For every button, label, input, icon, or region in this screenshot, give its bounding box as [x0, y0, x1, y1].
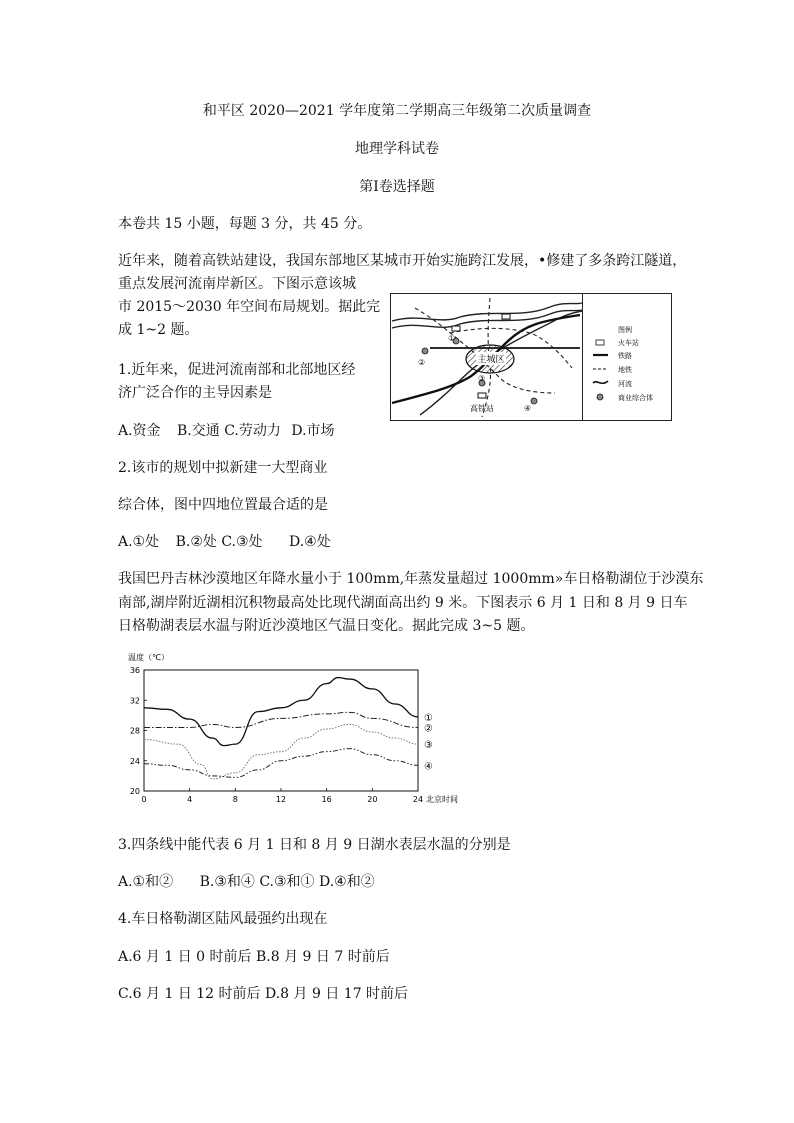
chart-xlabel: 北京时间 — [426, 795, 458, 804]
section-title: 第Ⅰ卷选择题 — [359, 179, 435, 195]
q1-stem-line2: 济广泛合作的主导因素是 — [118, 385, 272, 401]
map-marker-2: ② — [418, 358, 426, 367]
city-map — [390, 293, 672, 421]
legend-station: 火车站 — [618, 339, 639, 347]
passage2-line1: 我国巴丹吉林沙漠地区年降水量小于 100mm,年蒸发量超过 1000mm»车日格勒湖位于沙漠东 — [118, 571, 704, 587]
map-marker-3: ③ — [478, 374, 486, 383]
y-tick-label: 32 — [129, 696, 140, 706]
series-label-1: ① — [424, 712, 433, 724]
q1-option-c[interactable]: C.劳动力 — [224, 423, 281, 439]
x-tick-label: 0 — [141, 795, 147, 804]
q3-option-c[interactable]: C.③和① — [259, 874, 315, 890]
temperature-chart — [122, 648, 482, 808]
q3-option-d[interactable]: D.④和② — [319, 874, 375, 890]
q4-options-line2[interactable]: C.6 月 1 日 12 时前后 D.8 月 9 日 17 时前后 — [118, 986, 409, 1002]
q2-option-b[interactable]: B.②处 — [175, 534, 217, 550]
q2-stem-line1: 2.该市的规划中拟新建一大型商业 — [118, 460, 328, 476]
passage1-line3: 市 2015～2030 年空间布局规划。据此完 — [118, 299, 381, 315]
q3-options — [118, 871, 375, 891]
q3-option-b[interactable]: B.③和④ — [199, 874, 255, 890]
q4-stem: 4.车日格勒湖区陆风最强约出现在 — [118, 911, 328, 927]
q2-option-d[interactable]: D.④处 — [289, 534, 331, 550]
q1-options — [118, 420, 335, 440]
legend-complex-icon — [597, 394, 603, 400]
legend-complex: 商业综合体 — [618, 394, 653, 402]
q4-options-line1[interactable]: A.6 月 1 日 0 时前后 B.8 月 9 日 7 时前后 — [118, 949, 390, 965]
passage1-line1: 近年来，随着高铁站建设，我国东部地区某城市开始实施跨江发展，•修建了多条跨江隧道， — [118, 253, 687, 269]
passage1-line2: 重点发展河流南岸新区。下图示意该城 — [118, 276, 356, 292]
x-tick-label: 16 — [321, 795, 332, 804]
series-line-4 — [144, 749, 418, 778]
series-line-3 — [144, 724, 418, 778]
instructions: 本卷共 15 小题，每题 3 分，共 45 分。 — [118, 216, 372, 232]
exam-title: 和平区 2020—2021 学年度第二学期高三年级第二次质量调查 — [202, 103, 592, 119]
legend-river: 河流 — [618, 380, 632, 388]
x-tick-label: 4 — [187, 795, 193, 804]
passage2-line2: 南部,湖岸附近湖相沉积物最高处比现代湖面高出约 9 米。下图表示 6 月 1 日和 8 月 9 日车 — [118, 595, 688, 611]
legend-metro: 地铁 — [618, 366, 632, 374]
series-label-3: ③ — [424, 740, 433, 752]
q3-stem: 3.四条线中能代表 6 月 1 日和 8 月 9 日湖水表层水温的分别是 — [118, 837, 511, 853]
q2-options — [118, 531, 331, 551]
x-tick-label: 12 — [275, 795, 287, 804]
map-marker-4: ④ — [524, 404, 532, 413]
passage1-line4: 成 1~2 题。 — [118, 322, 199, 338]
series-line-1 — [144, 678, 418, 746]
y-tick-label: 24 — [129, 756, 140, 766]
q2-stem-line2: 综合体，图中四地位置最合适的是 — [118, 497, 328, 513]
x-tick-label: 24 — [412, 795, 424, 804]
legend-railway: 铁路 — [618, 352, 632, 360]
map-marker-1: ① — [448, 334, 456, 343]
q1-stem-line1: 1.近年来，促进河流南部和北部地区经 — [118, 362, 356, 378]
q2-option-c[interactable]: C.③处 — [221, 534, 263, 550]
legend-station-icon — [596, 340, 604, 345]
x-tick-label: 20 — [367, 795, 378, 804]
q2-option-a[interactable]: A.①处 — [118, 534, 160, 550]
subject-title: 地理学科试卷 — [355, 141, 439, 157]
plot-frame — [144, 670, 418, 791]
legend-title: 图例 — [618, 326, 632, 334]
chart-ylabel: 温度（℃） — [128, 653, 169, 662]
series-line-2 — [144, 712, 418, 727]
y-tick-label: 20 — [129, 787, 140, 796]
series-label-2: ② — [424, 723, 433, 735]
q1-option-b[interactable]: B.交通 — [177, 423, 220, 439]
series-label-4: ④ — [424, 761, 433, 773]
city-core-label: 主城区 — [477, 355, 505, 365]
y-tick-label: 36 — [129, 666, 140, 675]
passage2-line3: 日格勒湖表层水温与附近沙漠地区气温日变化。据此完成 3~5 题。 — [118, 618, 535, 634]
y-tick-label: 28 — [129, 726, 140, 736]
hsr-station-label: 高铁站 — [470, 404, 494, 413]
x-tick-label: 8 — [232, 795, 238, 804]
q3-option-a[interactable]: A.①和② — [118, 874, 174, 890]
q1-option-d[interactable]: D.市场 — [291, 423, 335, 439]
q1-option-a[interactable]: A.资金 — [118, 423, 161, 439]
